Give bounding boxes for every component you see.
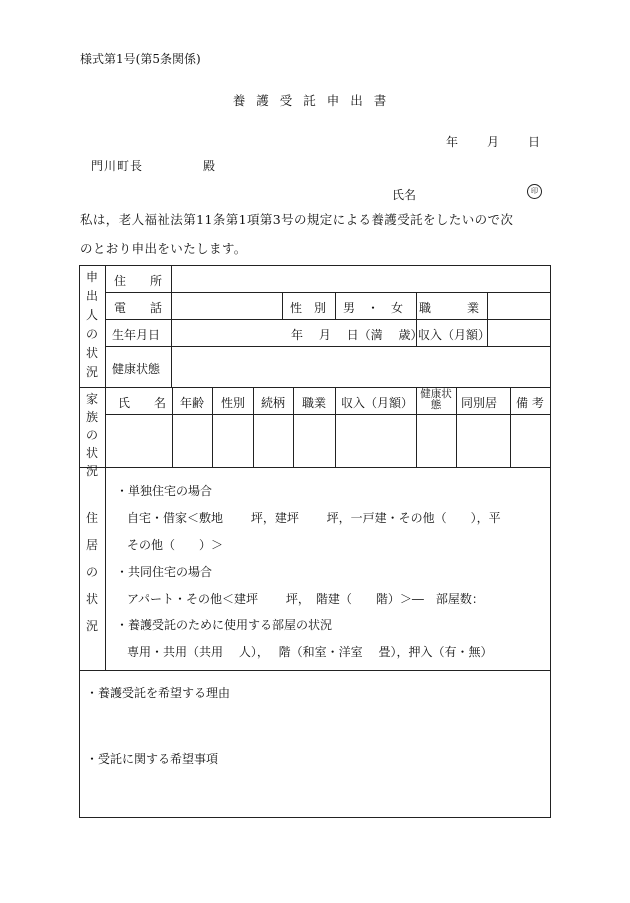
family-col-sex: 性別 [221, 396, 246, 410]
income-label: 収入（月額） [418, 328, 491, 342]
date-day-label: 日 [528, 135, 541, 149]
housing-line-single: ・単独住宅の場合 [116, 484, 213, 498]
family-col-occupation: 職業 [302, 396, 327, 410]
housing-line-single-other: その他（ ）＞ [127, 538, 224, 552]
family-col-name: 氏 名 [118, 396, 167, 410]
document-title: 養護受託申出書 [232, 93, 398, 108]
form-number: 様式第1号(第5条関係) [80, 52, 201, 66]
honorific: 殿 [203, 159, 216, 173]
housing-line-single-detail: 自宅・借家＜敷地 坪，建坪 坪，一戸建・その他（ ），平 [127, 511, 501, 525]
occupation-label: 職 業 [419, 301, 480, 315]
family-col-relation: 続柄 [261, 396, 286, 410]
family-col-remarks: 備 考 [516, 396, 544, 410]
housing-line-room: ・養護受託のために使用する部屋の状況 [116, 618, 333, 632]
sex-label: 性 別 [290, 301, 327, 315]
family-col-health: 健康状態 [420, 388, 452, 411]
family-col-residence: 同別居 [461, 396, 498, 410]
address-label: 住 所 [114, 274, 163, 288]
family-col-age: 年齢 [180, 396, 205, 410]
reason-label: ・養護受託を希望する理由 [86, 686, 231, 700]
housing-line-shared: ・共同住宅の場合 [116, 565, 213, 579]
date-year-label: 年 [446, 135, 459, 149]
date-month-label: 月 [487, 135, 500, 149]
family-col-income: 収入（月額） [341, 396, 414, 410]
applicant-section-label: 申出人の状況 [85, 270, 98, 379]
family-section-label: 家族の状況 [85, 392, 98, 478]
sex-options: 男 ・ 女 [343, 301, 404, 315]
request-label: ・受託に関する希望事項 [86, 752, 219, 766]
addressee: 門川町長 [91, 159, 144, 173]
intro-text-line-2: のとおり申出をいたします。 [80, 241, 247, 256]
seal-mark: 印 [527, 184, 542, 199]
birthdate-label: 生年月日 [112, 328, 161, 342]
birthdate-format: 年 月 日（満 歳） [291, 328, 423, 342]
health-label: 健康状態 [112, 362, 161, 376]
name-label: 氏名 [392, 188, 417, 202]
housing-section-label: 住居の状況 [85, 511, 98, 633]
housing-line-room-detail: 専用・共用（共用 人）， 階（和室・洋室 畳），押入（有・無） [127, 645, 493, 659]
intro-text-line-1: 私は，老人福祉法第11条第1項第3号の規定による養護受託をしたいので次 [80, 212, 514, 227]
housing-line-shared-detail: アパート・その他＜建坪 坪， 階建（ 階）＞― 部屋数： [127, 592, 484, 606]
phone-label: 電 話 [114, 301, 163, 315]
